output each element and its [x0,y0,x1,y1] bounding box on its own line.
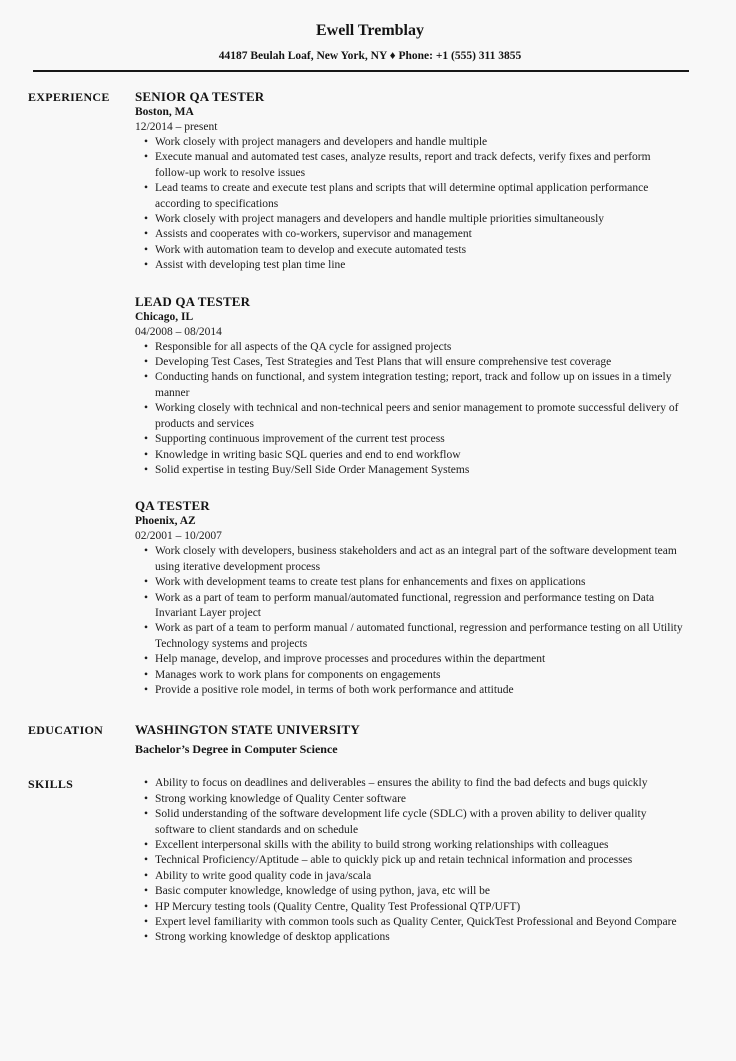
job-bullet: • Responsible for all aspects of the QA cycle for assigned projects [144,340,683,355]
section-label-experience: EXPERIENCE [28,90,110,104]
job-title: SENIOR QA TESTER [135,89,265,104]
job-dates: 04/2008 – 08/2014 [135,325,222,338]
job-bullet: • Work closely with project managers and developers and handle multiple [144,135,683,150]
skill-bullet: • Solid understanding of the software development life cycle (SDLC) with a proven ability to deliver quality software to client standards and on schedule [144,807,683,838]
job-bullet: • Assists and cooperates with co-workers, supervisor and management [144,227,683,242]
job-senior-qa-tester [135,89,683,274]
skills-content [135,776,683,945]
section-skills [28,776,712,945]
skill-bullet: • Basic computer knowledge, knowledge of using python, java, etc will be [144,884,683,899]
header-divider [33,70,689,72]
job-bullet: • Knowledge in writing basic SQL queries and end to end workflow [144,448,683,463]
education-content [135,722,683,757]
job-dates: 12/2014 – present [135,121,218,133]
job-bullet: • Working closely with technical and non-technical peers and senior management to promote successful delivery of products and services [144,401,683,432]
job-bullet: • Assist with developing test plan time line [144,258,683,273]
job-location: Phoenix, AZ [135,515,196,528]
job-title: QA TESTER [135,498,210,514]
skill-bullet: • Strong working knowledge of Quality Center software [144,792,683,807]
job-bullet: • Conducting hands on functional, and system integration testing; report, track and follow up on issues in a timely manner [144,370,683,401]
skill-bullet: • Strong working knowledge of desktop applications [144,930,683,945]
job-title: LEAD QA TESTER [135,293,251,309]
job-bullet-list [135,544,683,698]
job-bullet: • Work as a part of team to perform manual/automated functional, regression and performance testing on Data Invariant Layer project [144,591,683,622]
skill-bullet: • Excellent interpersonal skills with the ability to build strong working relationships with colleagues [144,838,683,853]
skill-bullet: • HP Mercury testing tools (Quality Centre, Quality Test Professional QTP/UFT) [144,900,683,915]
job-bullet-list [135,340,683,479]
job-lead-qa-tester [135,294,683,479]
job-bullet: • Work with development teams to create test plans for enhancements and fixes on applications [144,575,683,590]
person-name: Ewell Tremblay [316,22,424,39]
job-qa-tester [135,498,683,698]
skill-bullet: • Ability to write good quality code in java/scala [144,869,683,884]
job-dates: 02/2001 – 10/2007 [135,530,222,543]
contact-line: 44187 Beulah Loaf, New York, NY ♦ Phone: +1 (555) 311 3855 [218,50,522,62]
job-bullet-list [135,135,683,274]
job-bullet: • Work closely with developers, business stakeholders and act as an integral part of the software development team using iterative development process [144,544,683,575]
job-bullet: • Work as part of a team to perform manual / automated functional, regression and performance testing on all Utility Technology systems and projects [144,621,683,652]
job-bullet: • Supporting continuous improvement of the current test process [144,432,683,447]
section-experience [28,89,712,698]
job-bullet: • Manages work to work plans for components on engagements [144,668,683,683]
experience-content [135,89,683,698]
skill-bullet: • Technical Proficiency/Aptitude – able to quickly pick up and retain technical information and processes [144,853,683,868]
section-education [28,722,712,757]
job-bullet: • Work with automation team to develop and execute automated tests [144,243,683,258]
job-bullet: • Work closely with project managers and developers and handle multiple priorities simultaneously [144,212,683,227]
skill-bullet: • Expert level familiarity with common tools such as Quality Center, QuickTest Professional and Beyond Compare [144,915,683,930]
skill-bullet: • Ability to focus on deadlines and deliverables – ensures the ability to find the bad defects and bugs quickly [144,776,683,791]
job-bullet: • Developing Test Cases, Test Strategies and Test Plans that will ensure comprehensive test coverage [144,355,683,370]
job-bullet: • Lead teams to create and execute test plans and scripts that will determine optimal application performance according to specifications [144,181,683,212]
job-bullet: • Execute manual and automated test cases, analyze results, report and track defects, verify fixes and perform follow-up work to resolve issues [144,150,683,181]
school-name: WASHINGTON STATE UNIVERSITY [135,722,361,738]
job-bullet: • Provide a positive role model, in terms of both work performance and attitude [144,683,683,698]
section-label-skills: SKILLS [28,777,74,792]
degree-name: Bachelor’s Degree in Computer Science [135,742,338,757]
resume-header [28,22,712,62]
job-location: Chicago, IL [135,310,194,323]
skills-bullet-list [135,776,683,945]
job-bullet: • Help manage, develop, and improve processes and procedures within the department [144,652,683,667]
section-label-education: EDUCATION [28,723,104,738]
job-bullet: • Solid expertise in testing Buy/Sell Side Order Management Systems [144,463,683,478]
job-location: Boston, MA [135,106,194,118]
